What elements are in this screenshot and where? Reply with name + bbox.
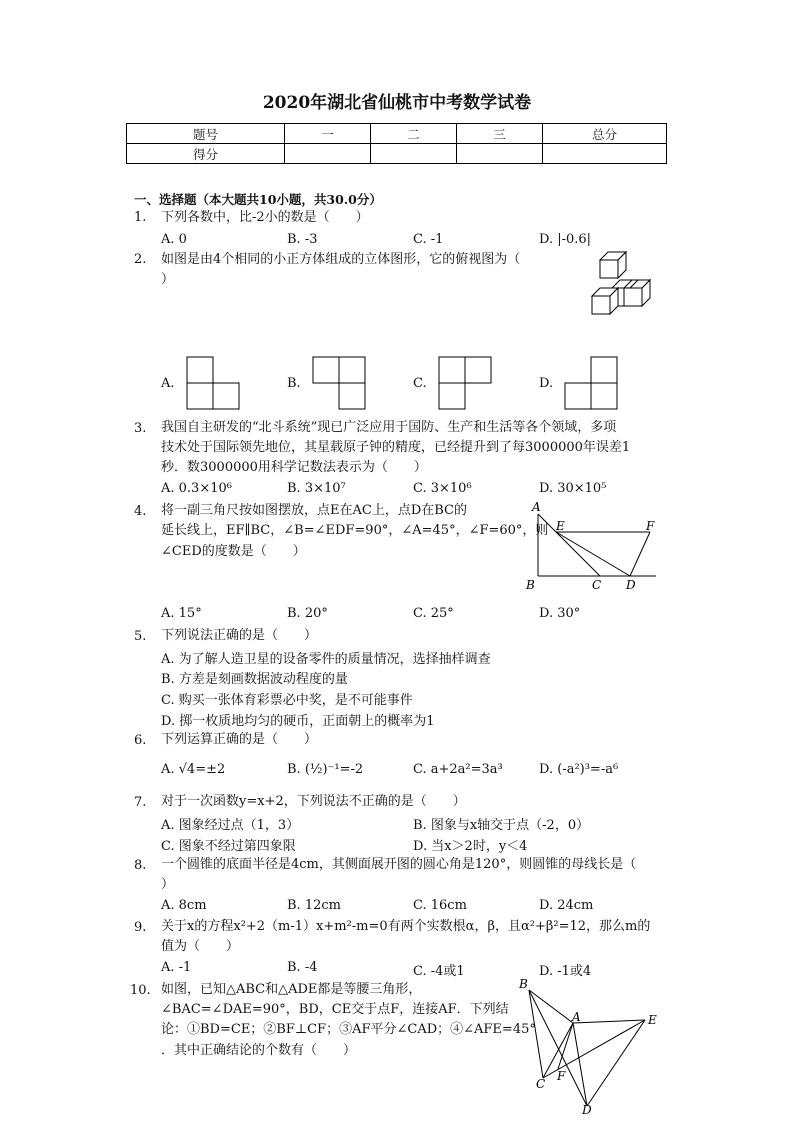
question-text: 对于一次函数y=x+2，下列说法不正确的是（ ） [161, 794, 466, 809]
option-a[interactable]: A. 0.3×10⁶ [161, 481, 232, 496]
option-b[interactable]: B. 20° [287, 606, 328, 621]
option-a[interactable]: A. 15° [161, 606, 202, 621]
label-d: D [626, 578, 636, 592]
cube-solid-figure [590, 250, 660, 322]
label-d: D [582, 1103, 592, 1117]
option-c[interactable]: C. -4或1 [413, 964, 465, 979]
option-a[interactable]: A. √4=±2 [161, 762, 226, 777]
question-text: ．其中正确结论的个数有（ ） [161, 1043, 357, 1058]
option-a[interactable]: A. [161, 376, 175, 391]
question-text: 如图，已知△ABC和△ADE都是等腰三角形， [161, 982, 422, 997]
question-text: 技术处于国际领先地位，其星载原子钟的精度，已经提升到了每3000000年误差1 [161, 440, 631, 455]
question-text: ） [161, 272, 175, 287]
triangle-ruler-figure [522, 500, 672, 592]
option-d[interactable]: D. -1或4 [539, 964, 592, 979]
option-d[interactable]: D. 30° [539, 606, 581, 621]
question-number: 7. [134, 795, 147, 810]
score-header-cell: 三 [457, 124, 543, 144]
score-table-header-row [127, 124, 667, 144]
option-b[interactable]: B. (½)⁻¹=-2 [287, 762, 364, 777]
question-number: 2. [134, 252, 147, 267]
label-f: F [646, 519, 655, 533]
score-cell[interactable] [285, 144, 371, 164]
label-b: B [526, 578, 535, 592]
label-b: B [519, 977, 528, 991]
option-b[interactable]: B. 3×10⁷ [287, 481, 346, 496]
question-text: 如图是由4个相同的小正方体组成的立体图形，它的俯视图为（ [161, 252, 521, 267]
question-number: 8. [134, 858, 147, 873]
question-text: 下列运算正确的是（ ） [161, 732, 318, 747]
score-header-cell: 一 [285, 124, 371, 144]
question-text: 值为（ ） [161, 939, 240, 954]
option-b-figure [313, 357, 369, 413]
option-c[interactable]: C. -1 [413, 232, 444, 247]
option-a[interactable]: A. -1 [161, 960, 192, 975]
isosceles-triangles-figure [515, 978, 665, 1118]
option-b[interactable]: B. 12cm [287, 898, 341, 913]
score-row-label: 得分 [127, 144, 285, 164]
score-cell[interactable] [371, 144, 457, 164]
question-number: 10. [130, 983, 151, 998]
question-number: 6. [134, 733, 147, 748]
question-number: 5. [134, 629, 147, 644]
option-c[interactable]: C. [413, 376, 427, 391]
question-text: ） [161, 877, 175, 892]
option-d[interactable]: D. 当x＞2时，y＜4 [413, 839, 528, 854]
option-d[interactable]: D. |-0.6| [539, 232, 592, 247]
score-cell[interactable] [457, 144, 543, 164]
option-d[interactable]: D. (-a²)³=-a⁶ [539, 762, 619, 777]
question-text: 延长线上，EF∥BC，∠B=∠EDF=90°，∠A=45°，∠F=60°，则 [161, 523, 549, 538]
label-a: A [532, 500, 541, 514]
option-c-figure [439, 357, 495, 413]
question-text: 下列各数中，比-2小的数是（ ） [161, 210, 369, 225]
score-table-row [127, 144, 667, 164]
question-text: 秒．数3000000用科学记数法表示为（ ） [161, 460, 427, 475]
option-d[interactable]: D. [539, 376, 554, 391]
label-f: F [557, 1069, 566, 1083]
option-a[interactable]: A. 8cm [161, 898, 207, 913]
score-header-cell: 二 [371, 124, 457, 144]
question-text: 我国自主研发的“北斗系统”现已广泛应用于国防、生产和生活等各个领域，多项 [161, 420, 617, 435]
option-b[interactable]: B. -4 [287, 960, 318, 975]
question-number: 9. [134, 920, 147, 935]
question-text: 论：①BD=CE；②BF⊥CF；③AF平分∠CAD；④∠AFE=45° [161, 1022, 536, 1037]
option-b[interactable]: B. -3 [287, 232, 318, 247]
option-c[interactable]: C. 图象不经过第四象限 [161, 839, 296, 854]
option-d-figure [565, 357, 621, 413]
option-a[interactable]: A. 图象经过点（1，3） [161, 818, 300, 833]
option-c[interactable]: C. 3×10⁶ [413, 481, 472, 496]
question-text: ∠BAC=∠DAE=90°，BD，CE交于点F，连接AF．下列结 [161, 1002, 509, 1017]
option-c[interactable]: C. a+2a²=3a³ [413, 762, 503, 777]
label-c: C [592, 578, 602, 592]
option-a-figure [187, 357, 243, 413]
page-title: 2020年湖北省仙桃市中考数学试卷 [262, 93, 532, 113]
option-c[interactable]: C. 购买一张体育彩票必中奖，是不可能事件 [161, 693, 413, 708]
score-table [126, 123, 667, 164]
question-number: 1. [134, 210, 147, 225]
question-text: ∠CED的度数是（ ） [161, 544, 306, 559]
label-e: E [648, 1013, 657, 1027]
option-a[interactable]: A. 为了解人造卫星的设备零件的质量情况，选择抽样调查 [161, 652, 491, 667]
question-text: 一个圆锥的底面半径是4cm，其侧面展开图的圆心角是120°，则圆锥的母线长是（ [161, 857, 637, 872]
score-header-cell: 总分 [543, 124, 667, 144]
option-a[interactable]: A. 0 [161, 232, 187, 247]
question-text: 关于x的方程x²+2（m-1）x+m²-m=0有两个实数根α，β，且α²+β²=12，那么m的 [161, 919, 651, 934]
question-text: 下列说法正确的是（ ） [161, 628, 318, 643]
label-a: A [572, 1010, 581, 1024]
option-b[interactable]: B. [287, 376, 301, 391]
option-b[interactable]: B. 图象与x轴交于点（-2，0） [413, 818, 590, 833]
option-b[interactable]: B. 方差是刻画数据波动程度的量 [161, 672, 348, 687]
option-d[interactable]: D. 掷一枚质地均匀的硬币，正面朝上的概率为1 [161, 714, 435, 729]
score-header-cell: 题号 [127, 124, 285, 144]
question-text: 将一副三角尺按如图摆放，点E在AC上，点D在BC的 [161, 503, 467, 518]
question-number: 3. [134, 421, 147, 436]
score-cell[interactable] [543, 144, 667, 164]
label-c: C [536, 1077, 546, 1091]
option-d[interactable]: D. 30×10⁵ [539, 481, 607, 496]
option-c[interactable]: C. 25° [413, 606, 454, 621]
label-e: E [556, 519, 565, 533]
section-heading: 一、选择题（本大题共10小题，共30.0分） [134, 192, 382, 207]
question-number: 4. [134, 504, 147, 519]
option-c[interactable]: C. 16cm [413, 898, 467, 913]
option-d[interactable]: D. 24cm [539, 898, 594, 913]
